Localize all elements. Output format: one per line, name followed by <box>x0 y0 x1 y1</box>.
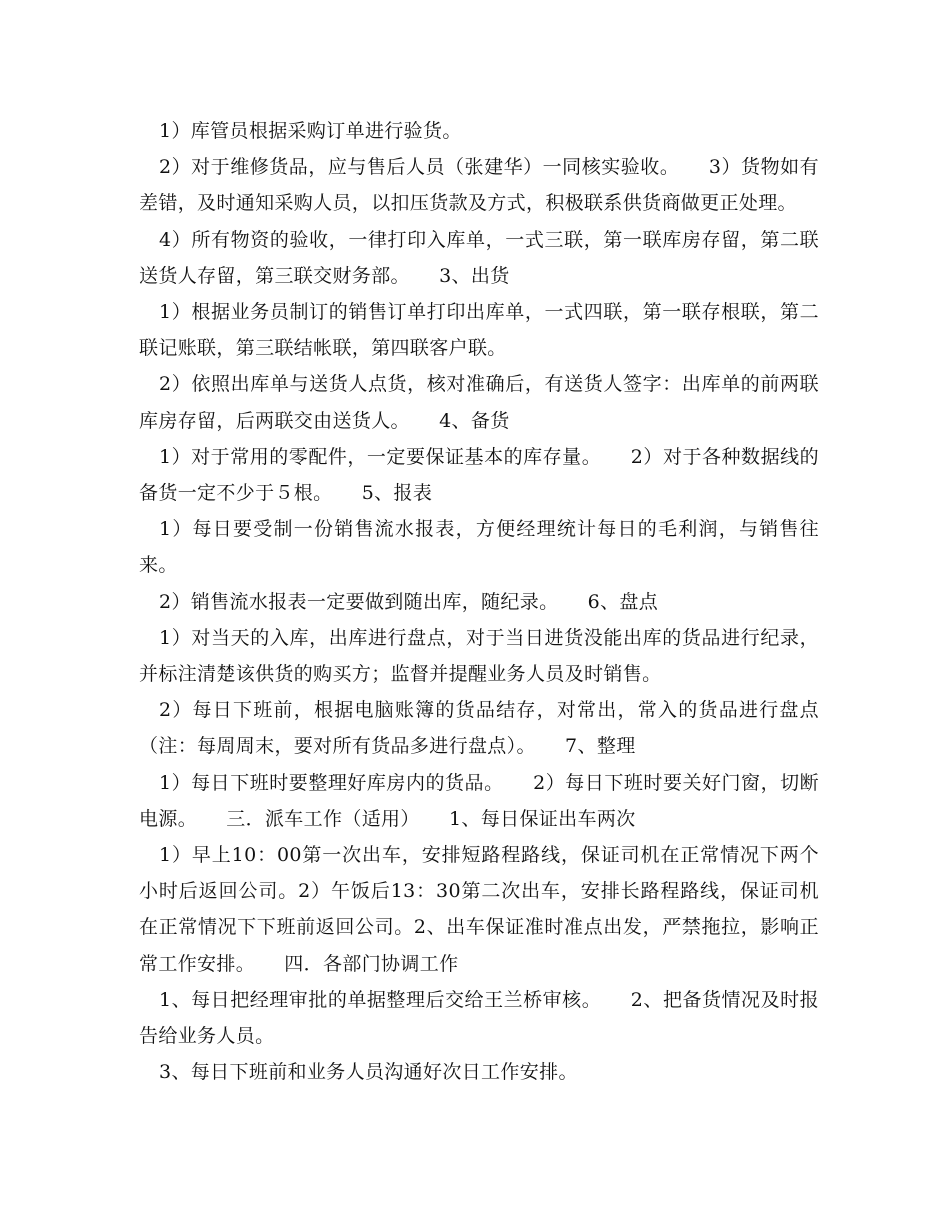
paragraph: 1）每日要受制一份销售流水报表，方便经理统计每日的毛利润，与销售往来。 <box>139 518 819 577</box>
paragraph: 1）库管员根据采购订单进行验货。 <box>159 120 462 142</box>
paragraph: 1）每日下班时要整理好库房内的货品。 2）每日下班时要关好门窗，切断电源。 三．派车工作（适用） 1、每日保证出车两次 <box>139 771 819 830</box>
paragraph: 1）早上10：00第一次出车，安排短路程路线，保证司机在正常情况下两个小时后返回公司。2）午饭后13：30第二次出车，安排长路程路线，保证司机在正常情况下下班前返回公司。2、出车保证准时准点出发，严禁拖拉，影响正常工作安排。 四．各部门协调工作 <box>139 844 819 975</box>
paragraph: 1）对于常用的零配件，一定要保证基本的库存量。 2）对于各种数据线的备货一定不少于５根。 5、报表 <box>139 445 819 505</box>
paragraph: 2）每日下班前，根据电脑账簿的货品结存，对常出，常入的货品进行盘点（注：每周周末，要对所有货品多进行盘点）。 7、整理 <box>139 699 819 758</box>
paragraph: 2）对于维修货品，应与售后人员（张建华）一同核实验收。 3）货物如有差错，及时通知采购人员，以扣压货款及方式，积极联系供货商做更正处理。 <box>139 156 819 215</box>
paragraph: 4）所有物资的验收，一律打印入库单，一式三联，第一联库房存留，第二联送货人存留，第三联交财务部。 3、出货 <box>139 228 819 287</box>
paragraph: 1）对当天的入库，出库进行盘点，对于当日进货没能出库的货品进行纪录，并标注清楚该供货的购买方；监督并提醒业务人员及时销售。 <box>139 626 819 686</box>
paragraph: 3、每日下班前和业务人员沟通好次日工作安排。 <box>159 1061 578 1084</box>
paragraph: 2）销售流水报表一定要做到随出库，随纪录。 6、盘点 <box>159 590 659 613</box>
document-body <box>139 113 819 1090</box>
paragraph: 2）依照出库单与送货人点货，核对准确后，有送货人签字：出库单的前两联库房存留，后两联交由送货人。 4、备货 <box>139 373 819 432</box>
paragraph: 1）根据业务员制订的销售订单打印出库单，一式四联，第一联存根联，第二联记账联，第三联结帐联，第四联客户联。 <box>139 301 819 360</box>
paragraph: 1、每日把经理审批的单据整理后交给王兰桥审核。 2、把备货情况及时报告给业务人员。 <box>139 988 819 1048</box>
